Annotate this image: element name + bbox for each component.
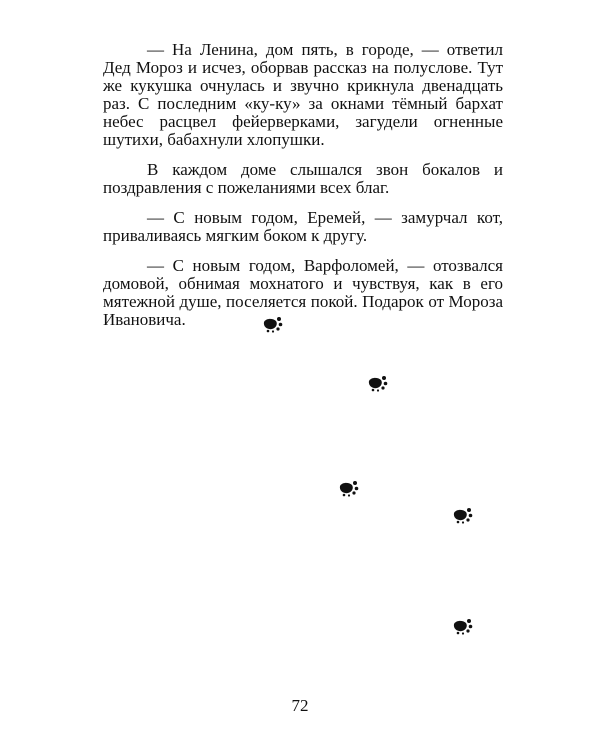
paw-print-icon — [452, 506, 474, 524]
page-text — [103, 41, 503, 341]
paw-print-icon — [262, 315, 284, 333]
paragraph: — На Ленина, дом пять, в городе, — ответил Дед Мороз и исчез, оборвав рассказ на полуслове. Тут же кукушка очнулась и звучно крикнула двенадцать раз. С последним «ку-ку» за окнами тёмный бархат небес расцвел фейерверками, загудели огненные шутихи, бабахнули хлопушки. — [103, 40, 503, 149]
paw-print-icon — [367, 374, 389, 392]
paragraph: В каждом доме слышался звон бокалов и поздравления с пожеланиями всех благ. — [103, 160, 503, 197]
paw-print-icon — [452, 617, 474, 635]
paw-print-icon — [338, 479, 360, 497]
paragraph: — С новым годом, Еремей, — замурчал кот, приваливаясь мягким боком к другу. — [103, 208, 503, 245]
paragraph: — С новым годом, Варфоломей, — отозвался домовой, обнимая мохнатого и чувствуя, как в его мятежной душе, поселяется покой. Подарок от Мороза Ивановича. — [103, 256, 503, 329]
page-number: 72 — [291, 696, 309, 715]
